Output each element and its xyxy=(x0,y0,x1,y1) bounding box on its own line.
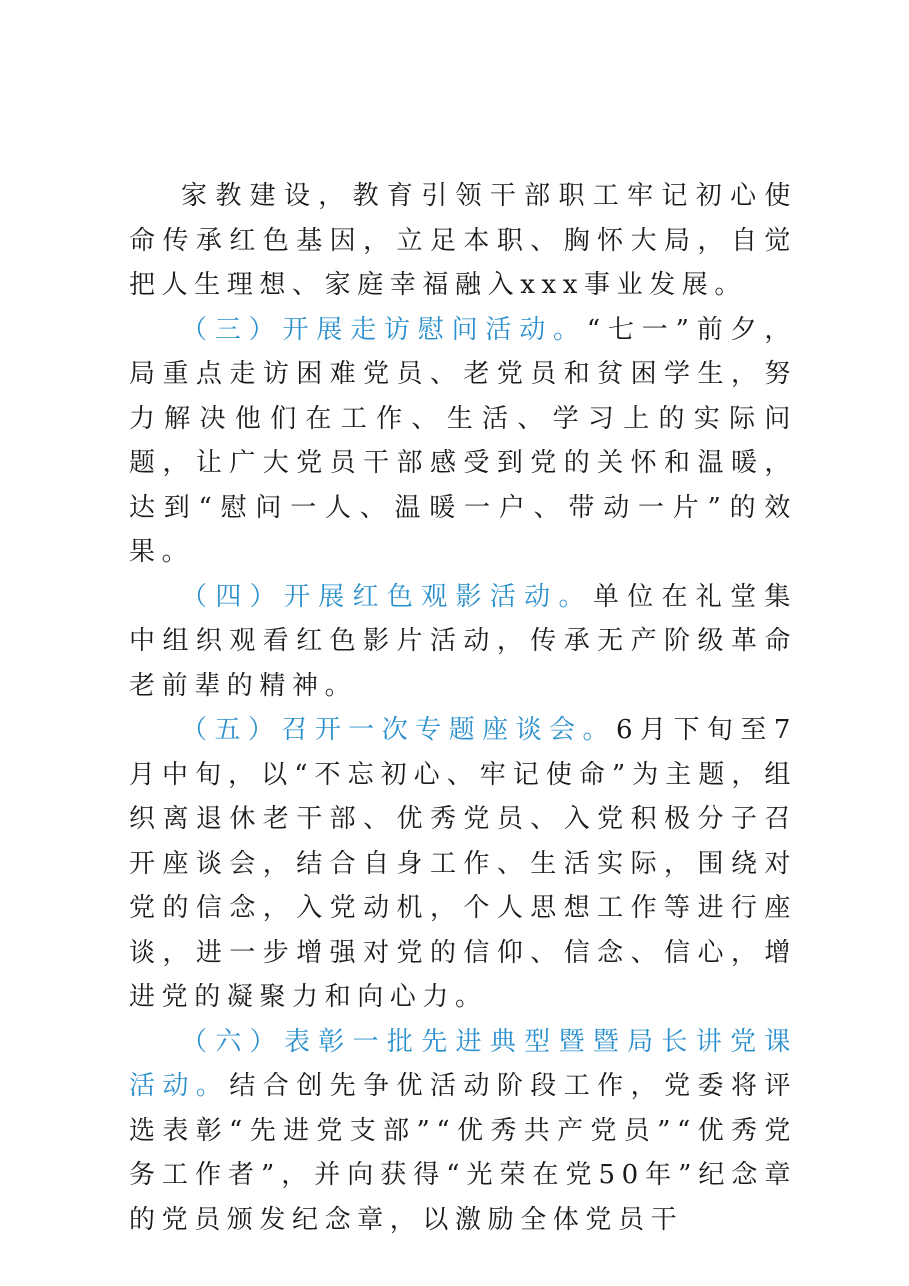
paragraph-visits xyxy=(129,308,797,575)
paragraph-family-education xyxy=(129,174,797,308)
document-body xyxy=(129,174,797,1242)
paragraph-heading: （六）表彰一批先进典型暨暨局长讲党课活动。 xyxy=(129,1026,797,1101)
paragraph-text: “七一”前夕，局重点走访困难党员、老党员和贫困学生，努力解决他们在工作、生活、学习上的实际问题，让广大党员干部感受到党的关怀和温暖，达到“慰问一人、温暖一户、带动一片”的效果。 xyxy=(129,314,797,567)
paragraph-heading: （四）开展红色观影活动。 xyxy=(181,581,593,612)
paragraph-text: 结合创先争优活动阶段工作，党委将评选表彰“先进党支部”“优秀共产党员”“优秀党务工作者”，并向获得“光荣在党50年”纪念章的党员颁发纪念章，以激励全体党员干 xyxy=(129,1071,797,1235)
paragraph-heading: （五）召开一次专题座谈会。 xyxy=(181,715,616,745)
paragraph-heading: （三）开展走访慰问活动。 xyxy=(181,314,587,345)
paragraph-commendation xyxy=(129,1020,797,1243)
paragraph-text: 6月下旬至7月中旬，以“不忘初心、牢记使命”为主题，组织离退休老干部、优秀党员、入党积极分子召开座谈会，结合自身工作、生活实际，围绕对党的信念，入党动机，个人思想工作等进行座谈，进一步增强对党的信仰、信念、信心，增进党的凝聚力和向心力。 xyxy=(129,715,797,1012)
paragraph-text: 单位在礼堂集中组织观看红色影片活动，传承无产阶级革命老前辈的精神。 xyxy=(129,581,797,701)
paragraph-symposium xyxy=(129,708,797,1020)
paragraph-text: 家教建设，教育引领干部职工牢记初心使命传承红色基因，立足本职、胸怀大局，自觉把人生理想、家庭幸福融入xxx事业发展。 xyxy=(129,181,797,300)
paragraph-film-viewing xyxy=(129,575,797,709)
